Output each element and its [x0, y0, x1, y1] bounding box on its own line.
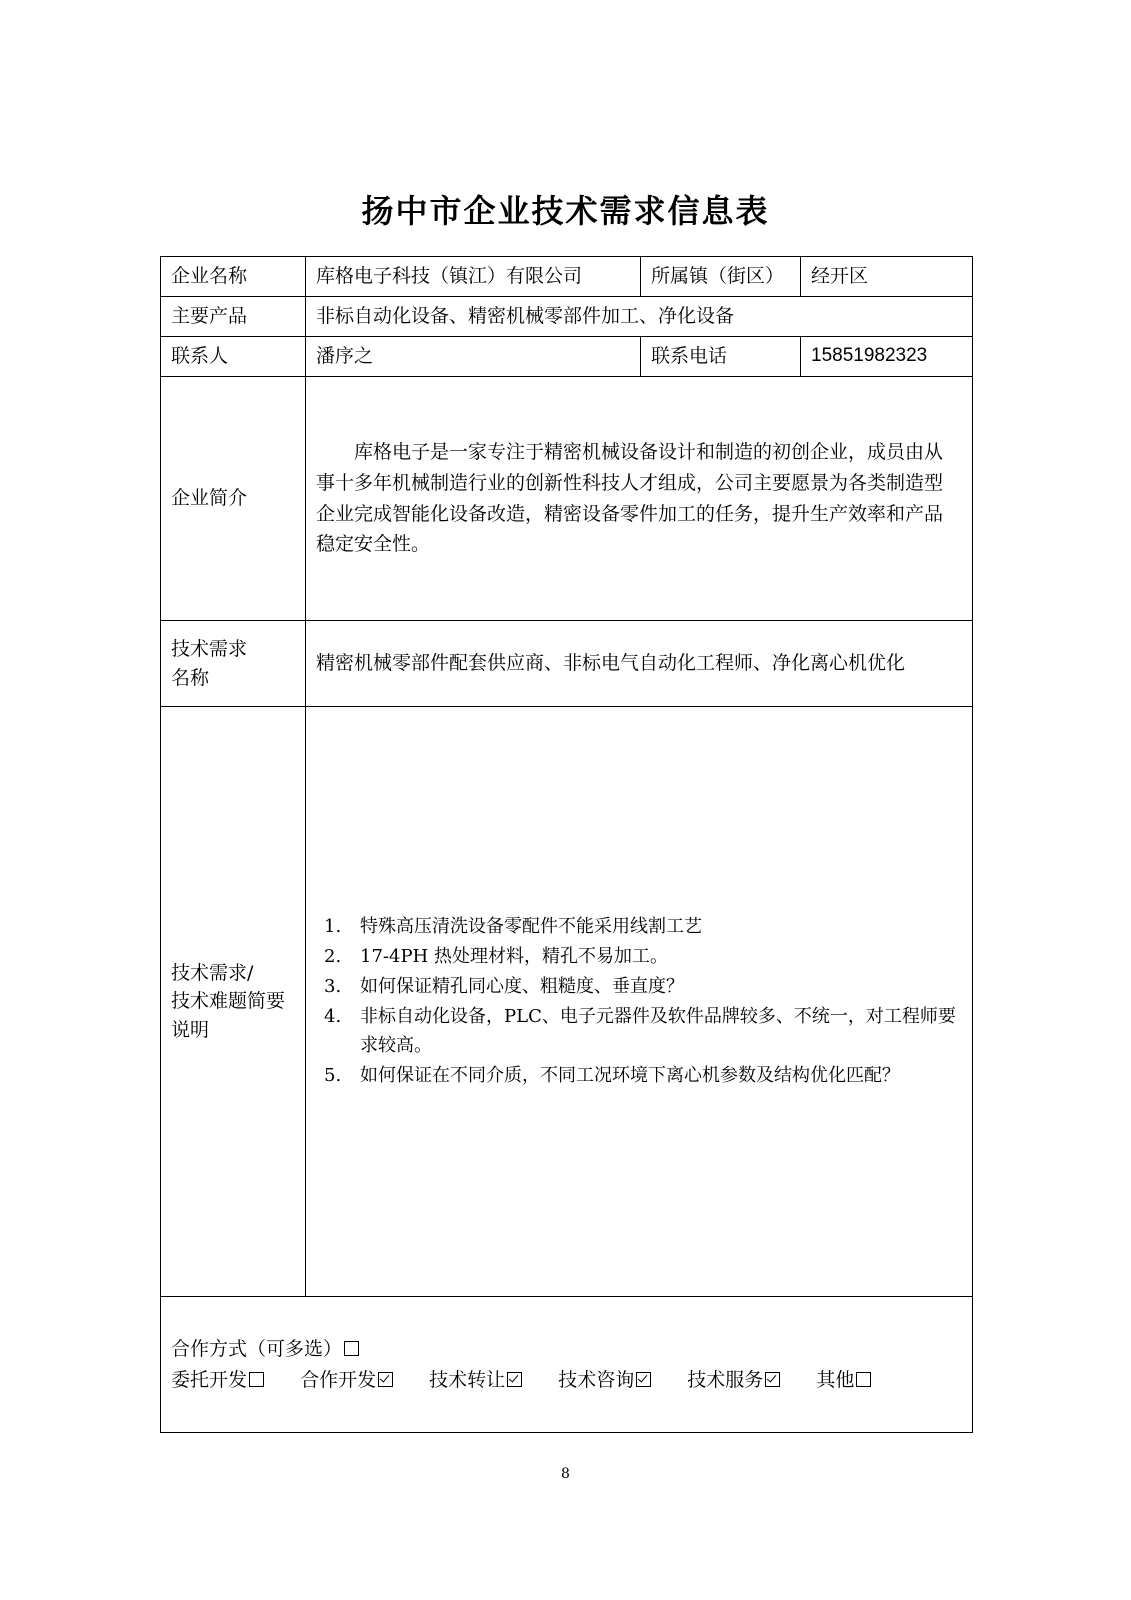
cooperation-option: [171, 1365, 264, 1395]
option-checkbox[interactable]: [507, 1372, 522, 1387]
cooperation-option: [429, 1365, 522, 1395]
products-label: 主要产品: [161, 297, 306, 337]
contact-person-value: 潘序之: [306, 337, 641, 377]
tech-name-label-line1: 技术需求: [171, 638, 248, 660]
description-item-number: 1.: [324, 916, 342, 938]
description-list: [316, 912, 962, 1090]
tech-name-label-line2: 名称: [171, 666, 210, 689]
description-item: [316, 942, 962, 972]
company-row: [161, 257, 973, 297]
tech-name-label: [161, 621, 306, 707]
description-label-line3: 说明: [171, 1018, 210, 1041]
intro-text: 库格电子是一家专注于精密机械设备设计和制造的初创企业，成员由从事十多年机械制造行业的创新性科技人才组成，公司主要愿景为各类制造型企业完成智能化设备改造，精密设备零件加工的任务，提升生产效率和产品稳定安全性。: [316, 440, 944, 556]
cooperation-row: [161, 1297, 973, 1433]
description-item-text: 17-4PH 热处理材料，精孔不易加工。: [360, 946, 668, 968]
cooperation-option: [816, 1365, 871, 1395]
description-item-number: 2.: [324, 946, 342, 968]
contact-person-label: 联系人: [161, 337, 306, 377]
company-name-label: 企业名称: [161, 257, 306, 297]
option-label: 技术咨询: [558, 1368, 635, 1391]
page-title: 扬中市企业技术需求信息表: [361, 192, 770, 230]
description-item: [316, 912, 962, 942]
cooperation-option: [558, 1365, 651, 1395]
town-value: 经开区: [801, 257, 973, 297]
description-item-number: 3.: [324, 975, 342, 997]
products-value: 非标自动化设备、精密机械零部件加工、净化设备: [306, 297, 973, 337]
description-label-line1: 技术需求/: [171, 961, 254, 984]
cooperation-label: 合作方式（可多选）: [171, 1338, 343, 1361]
intro-row: [161, 377, 973, 621]
option-checkbox[interactable]: [765, 1372, 780, 1387]
option-checkbox[interactable]: [636, 1372, 651, 1387]
option-checkbox[interactable]: [249, 1372, 264, 1387]
description-item-number: 4.: [324, 1005, 342, 1027]
products-row: [161, 297, 973, 337]
cooperation-heading: [171, 1334, 962, 1364]
company-name-value: 库格电子科技（镇江）有限公司: [306, 257, 641, 297]
option-label: 合作开发: [300, 1368, 377, 1391]
option-checkbox[interactable]: [856, 1372, 871, 1387]
option-label: 委托开发: [171, 1368, 248, 1391]
contact-phone-value: 15851982323: [801, 337, 973, 377]
option-checkbox[interactable]: [378, 1372, 393, 1387]
description-label: [161, 707, 306, 1297]
description-item-number: 5.: [324, 1064, 342, 1086]
cooperation-multi-checkbox[interactable]: [344, 1341, 359, 1356]
description-item-text: 非标自动化设备，PLC、电子元器件及软件品牌较多、不统一，对工程师要求较高。: [360, 1005, 956, 1057]
town-label: 所属镇（街区）: [641, 257, 801, 297]
cooperation-options: [171, 1365, 962, 1395]
cooperation-cell: [161, 1297, 973, 1433]
intro-label: 企业简介: [161, 377, 306, 621]
cooperation-option: [687, 1365, 780, 1395]
description-label-line2: 技术难题简要: [171, 990, 286, 1013]
tech-name-row: [161, 621, 973, 707]
description-item-text: 特殊高压清洗设备零配件不能采用线割工艺: [360, 916, 702, 938]
description-item-text: 如何保证在不同介质，不同工况环境下离心机参数及结构优化匹配？: [360, 1064, 900, 1086]
option-label: 技术转让: [429, 1368, 506, 1391]
description-item-text: 如何保证精孔同心度、粗糙度、垂直度？: [360, 975, 684, 997]
description-item: [316, 1061, 962, 1091]
cooperation-option: [300, 1365, 393, 1395]
option-label: 技术服务: [687, 1368, 764, 1391]
intro-cell: [306, 377, 973, 621]
page-number: 8: [561, 1466, 570, 1482]
description-item: [316, 972, 962, 1002]
tech-name-value: 精密机械零部件配套供应商、非标电气自动化工程师、净化离心机优化: [306, 621, 973, 707]
description-cell: [306, 707, 973, 1297]
description-row: [161, 707, 973, 1297]
contact-phone-label: 联系电话: [641, 337, 801, 377]
option-label: 其他: [816, 1368, 855, 1391]
description-item: [316, 1002, 962, 1061]
contact-row: [161, 337, 973, 377]
requirement-form-table: [160, 256, 973, 1433]
